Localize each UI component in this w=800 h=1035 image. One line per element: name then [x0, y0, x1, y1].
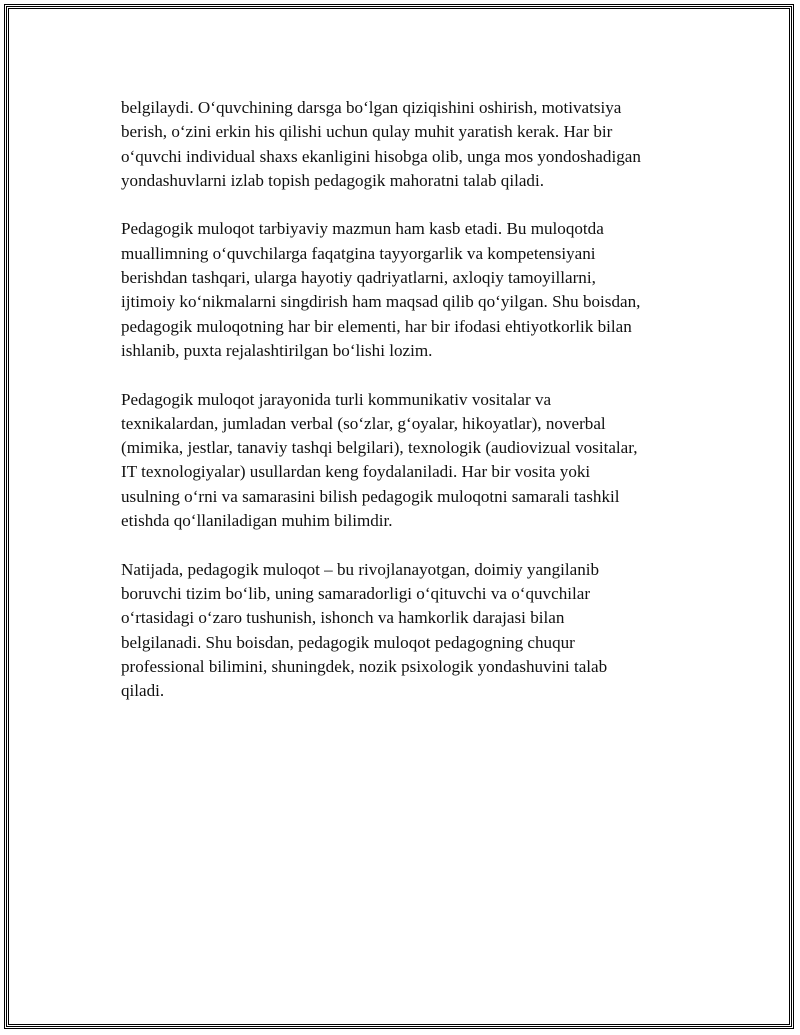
text-line: (mimika, jestlar, tanaviy tashqi belgilari), texnologik (audiovizual vositalar, [121, 438, 638, 458]
text-line: texnikalardan, jumladan verbal (so‘zlar, g‘oyalar, hikoyatlar), noverbal [121, 413, 606, 433]
text-line: belgilaydi. O‘quvchining darsga bo‘lgan qiziqishini oshirish, motivatsiya [121, 98, 622, 117]
text-line: o‘rtasidagi o‘zaro tushunish, ishonch va hamkorlik darajasi bilan [121, 608, 565, 628]
text-line: Pedagogik muloqot jarayonida turli kommunikativ vositalar va [121, 389, 552, 409]
document-page [4, 4, 794, 1029]
text-line: usulning o‘rni va samarasini bilish pedagogik muloqotni samarali tashkil [121, 486, 620, 506]
text-line: boruvchi tizim bo‘lib, uning samaradorligi o‘qituvchi va o‘quvchilar [121, 583, 591, 603]
text-line: Natijada, pedagogik muloqot – bu rivojlanayotgan, doimiy yangilanib [121, 559, 600, 579]
text-line: berishdan tashqari, ularga hayotiy qadriyatlarni, axloqiy tamoyillarni, [121, 268, 596, 288]
text-line: berish, o‘zini erkin his qilishi uchun qulay muhit yaratish kerak. Har bir [121, 122, 613, 142]
paragraph-4 [121, 558, 711, 704]
text-line: pedagogik muloqotning har bir elementi, har bir ifodasi ehtiyotkorlik bilan [121, 316, 632, 336]
text-line: yondashuvlarni izlab topish pedagogik mahoratni talab qiladi. [121, 170, 544, 190]
text-line: ijtimoiy ko‘nikmalarni singdirish ham maqsad qilib qo‘yilgan. Shu boisdan, [121, 292, 641, 312]
text-line: IT texnologiyalar) usullardan keng foydalaniladi. Har bir vosita yoki [121, 462, 591, 482]
text-line: etishda qo‘llaniladigan muhim bilimdir. [121, 511, 393, 531]
text-line: muallimning o‘quvchilarga faqatgina tayyorgarlik va kompetensiyani [121, 243, 596, 263]
text-line: ishlanib, puxta rejalashtirilgan bo‘lishi lozim. [121, 340, 433, 360]
text-line: belgilanadi. Shu boisdan, pedagogik muloqot pedagogning chuqur [121, 632, 575, 652]
text-line: Pedagogik muloqot tarbiyaviy mazmun ham kasb etadi. Bu muloqotda [121, 219, 604, 239]
text-line: professional bilimini, shuningdek, nozik psixologik yondashuvini talab [121, 656, 608, 676]
paragraph-3 [121, 388, 711, 534]
document-body [121, 96, 711, 728]
paragraph-1 [121, 96, 711, 193]
text-line: qiladi. [121, 681, 165, 701]
paragraph-2 [121, 217, 711, 363]
text-line: o‘quvchi individual shaxs ekanligini hisobga olib, unga mos yondoshadigan [121, 146, 641, 166]
